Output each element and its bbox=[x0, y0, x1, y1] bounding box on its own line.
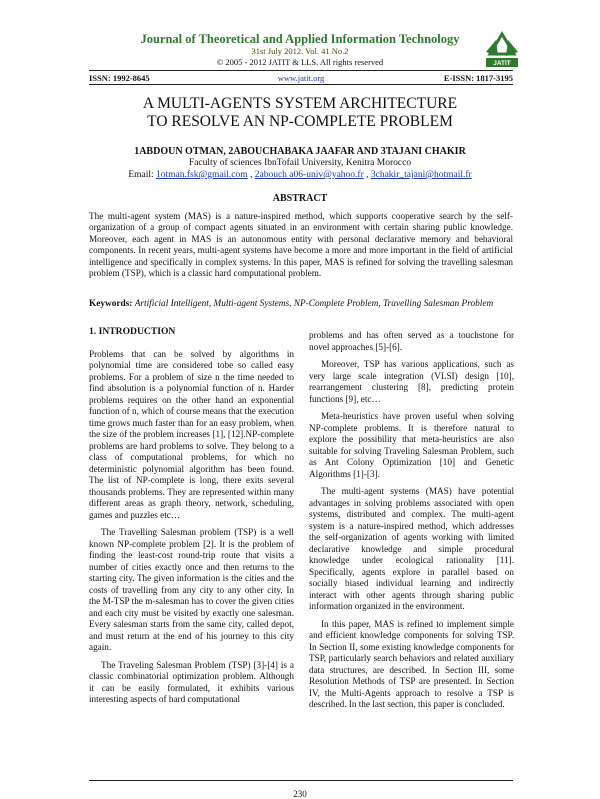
footer-rule bbox=[89, 780, 513, 781]
section-heading: 1. INTRODUCTION bbox=[89, 326, 176, 337]
copyright: © 2005 - 2012 JATIT & LLS. All rights reserved bbox=[216, 57, 384, 67]
title-line-2: TO RESOLVE AN NP-COMPLETE PROBLEM bbox=[147, 113, 453, 130]
paragraph: In this paper, MAS is refined to implement simple and efficient knowledge components for solving TSP. In Section II, some existing knowledge components for TSP, particularly search behaviors and related auxiliary data structures, are described. In Section III, some Resolution Methods of TSP are presented. In Section IV, the Multi-Agents approach to resolve a TSP is described. In the last section, this paper is concluded. bbox=[309, 618, 514, 709]
paper-title bbox=[0, 95, 600, 131]
paragraph: Problems that can be solved by algorithms in polynomial time are considered tobe so called easy problems. For a problem of size n the time needed to find absolution is a polynomial function of n. Harder problems requires on the other hand an exponential function of n, which of course means that the execution time grows much faster than for an easy problem, when the size of the problem increases [1], [12].NP-complete problems are hard problems to solve. They belong to a class of computational problems, for which no deterministic polynomial algorithm has been found. The list of NP-complete is long, there exits several thousands problems. They are represented within many different areas as graph theory, network, scheduling, games and puzzles etc… bbox=[89, 348, 294, 520]
email-link-1[interactable]: 1otman.fsk@gmail.com bbox=[156, 170, 248, 180]
authors: 1ABDOUN OTMAN, 2ABOUCHABAKA JAAFAR AND 3TAJANI CHAKIR bbox=[134, 146, 466, 157]
email-link-2[interactable]: 2abouch a06-univ@yahoo.fr bbox=[254, 170, 364, 180]
logo-text: JATIT bbox=[493, 60, 511, 67]
journal-url[interactable]: www.jatit.org bbox=[277, 73, 325, 83]
paragraph: The Traveling Salesman Problem (TSP) [3]-[4] is a classic combinatorial optimization problem. Although it can be easily formulated, it exhibits various interesting aspects of hard computational bbox=[89, 659, 294, 704]
paragraph: The multi-agent systems (MAS) have potential advantages in solving problems associated with open systems, distributed and complex. The multi-agent system is a nature-inspired method, which addresses the self-organization of agents working with limited declarative knowledge and simple procedural knowledge under ecological rationality [11]. Specifically, agents explore in parallel based on socially biased individual learning and indirectly interact with other agents through sharing public information organized in the environment. bbox=[309, 486, 514, 611]
paragraph: The Travelling Salesman problem (TSP) is a well known NP-complete problem [2]. It is the problem of finding the least-cost round-trip route that visits a number of cities exactly once and then returns to the starting city. The given information is the cities and the costs of travelling from any city to any other city. In the M-TSP the m-salesman has to cover the given cities and each city must be visited by exactly one salesman. Every salesman starts from the same city, called depot, and must return at the end of his journey to this city again. bbox=[89, 527, 294, 652]
keywords-list: Artificial Intelligent, Multi-agent Systems, NP-Complete Problem, Travelling Salesman Problem bbox=[134, 299, 494, 309]
issn: ISSN: 1992-8645 bbox=[89, 73, 150, 83]
paragraph: Meta-heuristics have proven useful when solving NP-complete problems. It is therefore natural to explore the possibility that meta-heuristics are also suitable for solving Traveling Salesman Problem, such as Ant Colony Optimization [10] and Genetic Algorithms [1]-[3]. bbox=[309, 411, 514, 479]
affiliation: Faculty of sciences IbnTofail University, Kenitra Morocco bbox=[188, 158, 412, 168]
header-rule-2 bbox=[89, 84, 513, 85]
eissn: E-ISSN: 1817-3195 bbox=[443, 73, 513, 83]
emails: Email: 1otman.fsk@gmail.com , 2abouch a06-univ@yahoo.fr , 3chakir_tajani@hotmail.fr bbox=[128, 170, 472, 180]
abstract-heading: ABSTRACT bbox=[272, 193, 328, 204]
email-link-3[interactable]: 3chakir_tajani@hotmail.fr bbox=[370, 170, 472, 180]
paragraph: Moreover, TSP has various applications, such as very large scale integration (VLSI) design [10], rearrangement clustering [8], predicting protein functions [9], etc… bbox=[309, 359, 514, 404]
keywords-label: Keywords: bbox=[89, 299, 133, 309]
column-left bbox=[89, 326, 294, 712]
keywords bbox=[89, 299, 513, 309]
journal-title: Journal of Theoretical and Applied Information Technology bbox=[140, 32, 460, 46]
abstract-text: The multi-agent system (MAS) is a nature-inspired method, which supports cooperative search by the self-organization of a group of compact agents situated in an environment with certain sharing public knowledge. Moreover, each agent in MAS is an autonomous entity with personal declarative memory and behavioral components. In recent years, multi-agent systems have become a more and more important in the field of artificial intelligence and specifically in complex systems. In this paper, MAS is refined for solving the travelling salesman problem (TSP), which is a classic hard computational problem. bbox=[89, 211, 513, 279]
title-line-1: A MULTI-AGENTS SYSTEM ARCHITECTURE bbox=[142, 95, 458, 112]
jatit-logo bbox=[484, 30, 520, 68]
column-right bbox=[309, 330, 514, 717]
paragraph: problems and has often served as a touchstone for novel approaches [5]-[6]. bbox=[309, 330, 514, 352]
header-rule bbox=[89, 70, 513, 71]
emails-label: Email: bbox=[128, 170, 154, 180]
page-number: 230 bbox=[293, 789, 307, 799]
issue-date: 31st July 2012. Vol. 41 No.2 bbox=[251, 46, 349, 56]
